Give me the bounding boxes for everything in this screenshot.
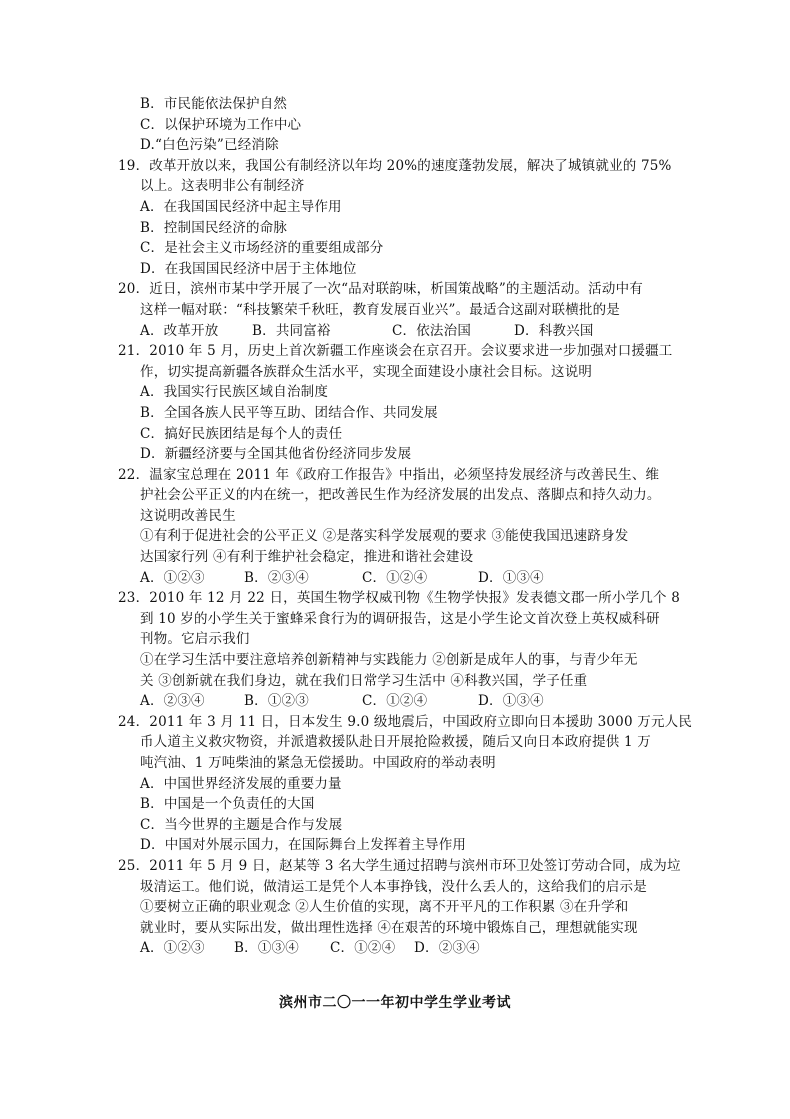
q23-stem-line1: 23．2010 年 12 月 22 日，英国生物学权威刊物《生物学快报》发表德文郡一所小学几个 8 xyxy=(118,590,681,607)
q24-option-d: D．中国对外展示国力，在国际舞台上发挥着主导作用 xyxy=(140,837,467,854)
q25-option-c: C．①②④ xyxy=(330,940,396,957)
q20-option-b: B．共同富裕 xyxy=(252,322,331,339)
q24-stem-line2: 币人道主义救灾物资，并派遣救援队赴日开展抢险救援，随后又向日本政府提供 1 万 xyxy=(140,734,651,751)
q21-option-d: D．新疆经济要与全国其他省份经济同步发展 xyxy=(140,446,412,463)
q20-option-c: C．依法治国 xyxy=(392,322,472,339)
q22-option-a: A．①②③ xyxy=(140,569,205,586)
q25-option-d: D．②③④ xyxy=(414,940,480,957)
q22-statements-line1: ①有利于促进社会的公平正义 ②是落实科学发展观的要求 ③能使我国迅速跻身发 xyxy=(140,528,629,545)
q22-option-c: C．①②④ xyxy=(362,569,428,586)
q24-option-c: C．当今世界的主题是合作与发展 xyxy=(140,816,343,833)
q18-option-b: B．市民能依法保护自然 xyxy=(140,96,288,112)
q23-option-c: C．①②④ xyxy=(362,693,428,710)
q25-stem-line1: 25．2011 年 5 月 9 日，赵某等 3 名大学生通过招聘与滨州市环卫处签订劳动合同，成为垃 xyxy=(118,857,681,874)
q19-stem-line2: 以上。这表明非公有制经济 xyxy=(140,178,305,195)
q19-option-a: A．在我国国民经济中起主导作用 xyxy=(140,198,342,215)
q22-option-d: D．①③④ xyxy=(478,569,544,586)
q19-stem-line1: 19．改革开放以来，我国公有制经济以年均 20%的速度蓬勃发展，解决了城镇就业的 75% xyxy=(118,157,672,174)
q22-statements-line2: 达国家行列 ④有利于维护社会稳定，推进和谐社会建设 xyxy=(140,549,474,566)
q25-statements-line1: ①要树立正确的职业观念 ②人生价值的实现，离不开平凡的工作积累 ③在升学和 xyxy=(140,899,629,916)
q22-stem-line3: 这说明改善民生 xyxy=(140,507,236,524)
q25-options-row xyxy=(118,938,678,959)
q23-option-b: B．①②③ xyxy=(244,693,309,710)
q24-option-a: A．中国世界经济发展的重要力量 xyxy=(140,775,342,792)
q21-stem-line2: 作，切实提高新疆各族群众生活水平，实现全面建设小康社会目标。这说明 xyxy=(140,363,593,380)
q25-option-b: B．①③④ xyxy=(234,940,299,957)
q23-stem-line2: 到 10 岁的小学生关于蜜蜂采食行为的调研报告，这是小学生论文首次登上英权威科研 xyxy=(140,610,660,627)
q23-options-row xyxy=(118,691,678,712)
q23-stem-line3: 刊物。它启示我们 xyxy=(140,631,250,648)
q22-stem-line1: 22．温家宝总理在 2011 年《政府工作报告》中指出，必须坚持发展经济与改善民生、维 xyxy=(118,466,660,483)
q23-option-a: A．②③④ xyxy=(140,693,205,710)
q23-option-d: D．①③④ xyxy=(478,693,544,710)
q19-option-d: D．在我国国民经济中居于主体地位 xyxy=(140,260,357,277)
q24-option-b: B．中国是一个负责任的大国 xyxy=(140,796,315,813)
q21-option-c: C．搞好民族团结是每个人的责任 xyxy=(140,425,343,442)
q18-option-c: C．以保护环境为工作中心 xyxy=(140,116,302,133)
q20-option-d: D．科教兴国 xyxy=(514,322,594,339)
q25-statements-line2: 就业时，要从实际出发，做出理性选择 ④在艰苦的环境中锻炼自己，理想就能实现 xyxy=(140,919,638,936)
q24-stem-line1: 24．2011 年 3 月 11 日，日本发生 9.0 级地震后，中国政府立即向日本援助 3000 万元人民 xyxy=(118,713,693,730)
q20-stem-line2: 这样一幅对联：“科技繁荣千秋旺，教育发展百业兴”。最适合这副对联横批的是 xyxy=(140,301,621,318)
q23-statements-line1: ①在学习生活中要注意培养创新精神与实践能力 ②创新是成年人的事，与青少年无 xyxy=(140,652,638,669)
q19-option-c: C．是社会主义市场经济的重要组成部分 xyxy=(140,240,384,257)
q20-stem-line1: 20．近日，滨州市某中学开展了一次“品对联韵味，析国策战略”的主题活动。活动中有 xyxy=(118,281,643,298)
exam-footer-title: 滨州市二〇一一年初中学生学业考试 xyxy=(279,995,511,1011)
q21-option-b: B．全国各族人民平等互助、团结合作、共同发展 xyxy=(140,404,438,421)
q21-stem-line1: 21．2010 年 5 月，历史上首次新疆工作座谈会在京召开。会议要求进一步加强对口援疆工 xyxy=(118,343,673,360)
q20-option-a: A．改革开放 xyxy=(140,322,219,339)
q22-stem-line2: 护社会公平正义的内在统一，把改善民生作为经济发展的出发点、落脚点和持久动力。 xyxy=(140,487,661,504)
q22-options-row xyxy=(118,568,678,589)
q18-option-d: D.“白色污染”已经消除 xyxy=(140,137,279,154)
q25-option-a: A．①②③ xyxy=(140,940,205,957)
q22-option-b: B．②③④ xyxy=(244,569,309,586)
q25-stem-line2: 圾清运工。他们说，做清运工是凭个人本事挣钱，没什么丢人的，这给我们的启示是 xyxy=(140,878,647,895)
q23-statements-line2: 关 ③创新就在我们身边，就在我们日常学习生活中 ④科教兴国，学子任重 xyxy=(140,672,588,689)
question-list xyxy=(118,94,693,959)
q20-options-row xyxy=(118,321,678,342)
q21-option-a: A．我国实行民族区域自治制度 xyxy=(140,384,329,401)
q24-stem-line3: 吨汽油、1 万吨柴油的紧急无偿援助。中国政府的举动表明 xyxy=(140,755,496,771)
q19-option-b: B．控制国民经济的命脉 xyxy=(140,219,288,236)
